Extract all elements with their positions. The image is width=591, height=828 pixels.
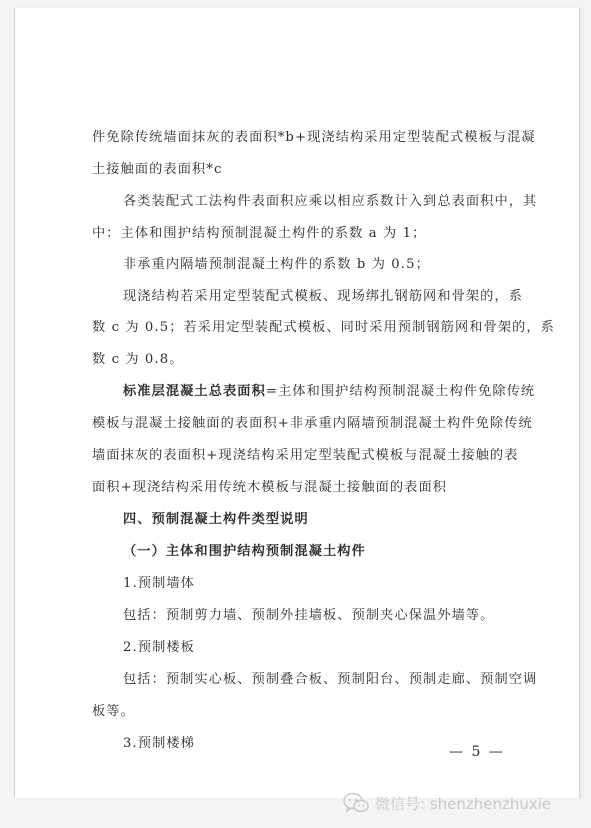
text-line: 现浇结构若采用定型装配式模板、现场绑扎钢筋网和骨架的，系: [123, 289, 524, 304]
item-heading: 3.预制楼梯: [123, 736, 195, 751]
text-line: 各类装配式工法构件表面积应乘以相应系数计入到总表面积中，其: [123, 194, 538, 209]
watermark: [343, 790, 551, 816]
section-heading: 四、预制混凝土构件类型说明: [123, 512, 309, 527]
item-heading: 2.预制楼板: [123, 640, 195, 655]
text-line: 土接触面的表面积*c: [92, 162, 223, 177]
document-page: [14, 8, 580, 798]
document-body: [15, 8, 579, 798]
text-line: 墙面抹灰的表面积+现浇结构采用定型装配式模板与混凝土接触的表: [92, 448, 519, 463]
text-line: 非承重内隔墙预制混凝土构件的系数 b 为 0.5；: [123, 257, 430, 272]
formula-line: [123, 380, 535, 399]
text-line: 模板与混凝土接触面的表面积+非承重内隔墙预制混凝土构件免除传统: [92, 416, 533, 431]
watermark-text: 微信号: shenzhenzhuxie: [375, 794, 552, 813]
text-line: 件免除传统墙面抹灰的表面积*b+现浇结构采用定型装配式模板与混凝: [92, 130, 536, 145]
subsection-heading: （一）主体和围护结构预制混凝土构件: [123, 544, 366, 559]
text-line: 板等。: [92, 704, 135, 719]
page-number: — 5 —: [449, 744, 505, 760]
text-line: 数 c 为 0.5；若采用定型装配式模板、同时采用预制钢筋网和骨架的，系: [92, 320, 555, 335]
item-heading: 1.预制墙体: [123, 576, 195, 591]
text-line: 数 c 为 0.8。: [92, 352, 184, 367]
formula-term-bold: 标准层混凝土总表面积: [123, 384, 266, 399]
text-line: 包括：预制实心板、预制叠合板、预制阳台、预制走廊、预制空调: [123, 672, 538, 687]
wechat-icon: [343, 792, 369, 814]
text-line: 中：主体和围护结构预制混凝土构件的系数 a 为 1；: [92, 226, 427, 241]
text-line: 面积+现浇结构采用传统木模板与混凝土接触面的表面积: [92, 480, 448, 495]
formula-term: =主体和围护结构预制混凝土构件免除传统: [265, 384, 536, 399]
text-line: 包括：预制剪力墙、预制外挂墙板、预制夹心保温外墙等。: [123, 608, 495, 623]
